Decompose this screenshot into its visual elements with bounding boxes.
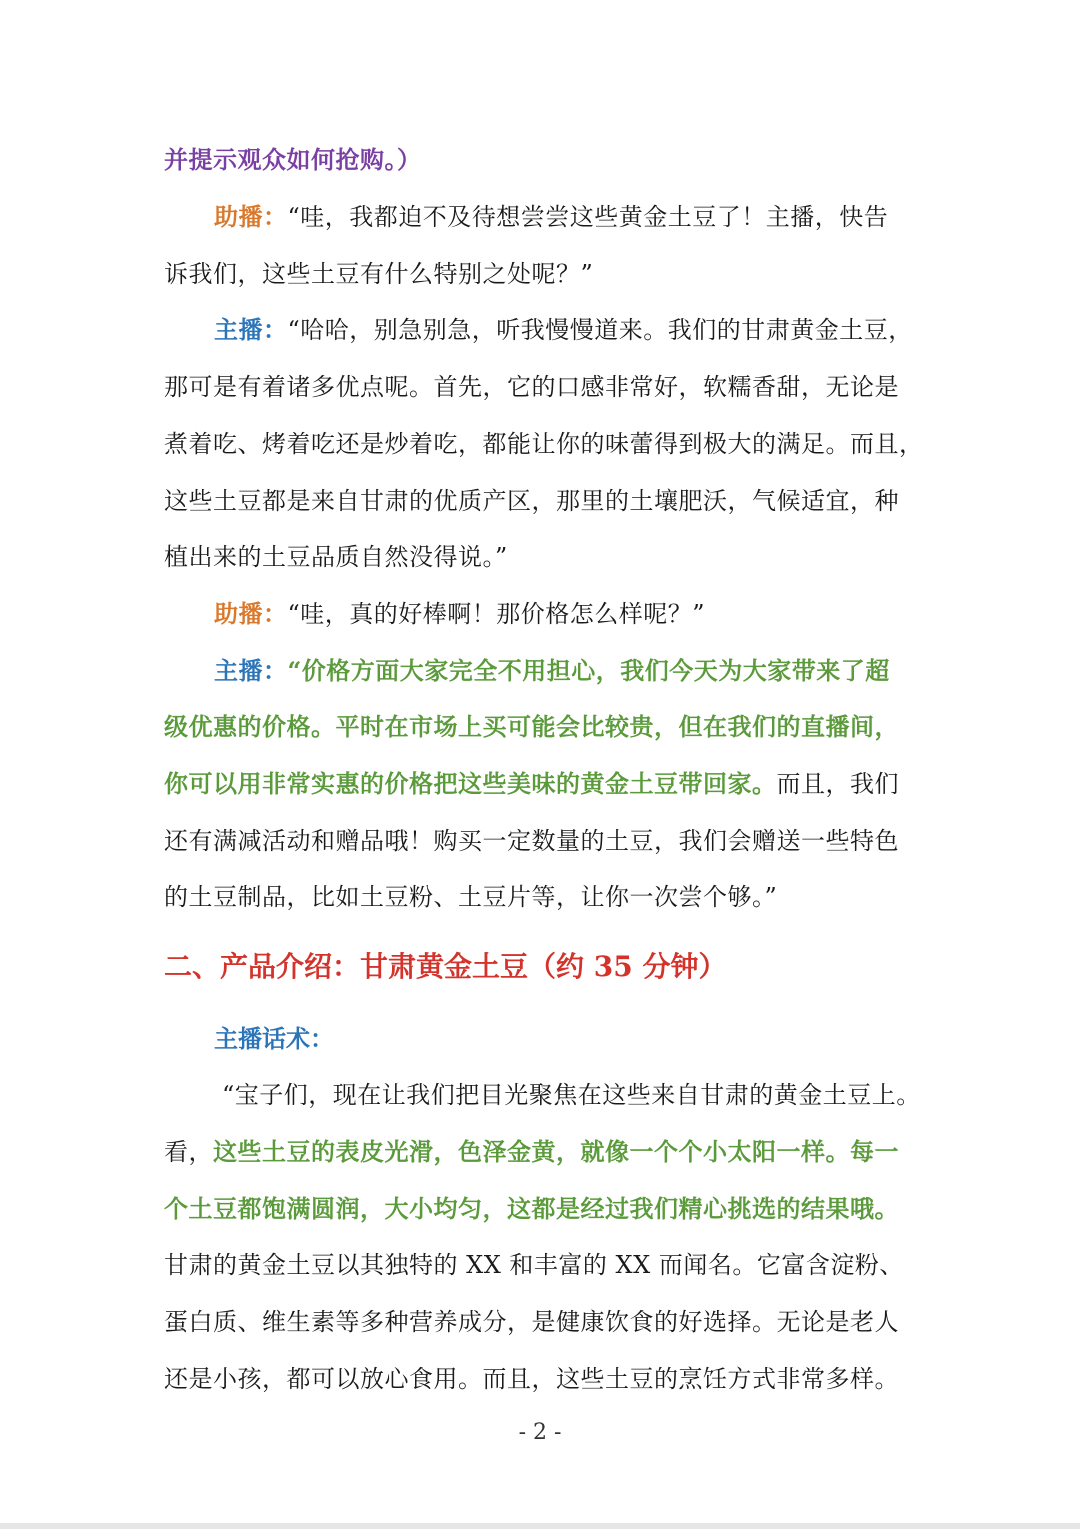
- dialogue-text: “哈哈，别急别急，听我慢慢道来。我们的甘肃黄金土豆，: [287, 316, 913, 344]
- text-line: [164, 767, 924, 801]
- plain-text: 看，: [164, 1138, 213, 1166]
- dialogue-line: [214, 654, 974, 688]
- text-line: [164, 1135, 924, 1169]
- dialogue-text: “哇，真的好棒啊！那价格怎么样呢？”: [287, 600, 706, 628]
- text-line: 甘肃的黄金土豆以其独特的 XX 和丰富的 XX 而闻名。它富含淀粉、: [164, 1251, 904, 1279]
- text-line: 蛋白质、维生素等多种营养成分，是健康饮食的好选择。无论是老人: [164, 1308, 899, 1336]
- highlight-text: 你可以用非常实惠的价格把这些美味的黄金土豆带回家。: [164, 769, 777, 798]
- highlight-text: 这些土豆的表皮光滑，色泽金黄，就像一个个小太阳一样。每一: [213, 1137, 899, 1166]
- speaker-label: 助播：: [214, 599, 288, 628]
- text-line: 还是小孩，都可以放心食用。而且，这些土豆的烹饪方式非常多样。: [164, 1365, 899, 1393]
- page-bottom-border: [0, 1523, 1080, 1529]
- text-line: “宝子们，现在让我们把目光聚焦在这些来自甘肃的黄金土豆上。: [222, 1081, 921, 1109]
- dialogue-text: “价格方面大家完全不用担心，我们今天为大家带来了超: [287, 656, 890, 685]
- speaker-label: 助播：: [214, 202, 288, 231]
- text-line: 的土豆制品，比如土豆粉、土豆片等，让你一次尝个够。”: [164, 883, 778, 911]
- dialogue-line: [214, 200, 974, 234]
- dialogue-line: [214, 597, 974, 631]
- text-line: 诉我们，这些土豆有什么特别之处呢？”: [164, 260, 594, 288]
- page-number: - 2 -: [518, 1420, 562, 1445]
- text-line: 还有满减活动和赠品哦！购买一定数量的土豆，我们会赠送一些特色: [164, 827, 899, 855]
- plain-text: 而且，我们: [776, 770, 899, 798]
- dialogue-text: “哇，我都迫不及待想尝尝这些黄金土豆了！主播，快告: [287, 203, 889, 231]
- speaker-label: 主播：: [214, 656, 288, 685]
- speaker-label: 主播：: [214, 315, 288, 344]
- text-line: 那可是有着诸多优点呢。首先，它的口感非常好，软糯香甜，无论是: [164, 373, 899, 401]
- dialogue-line: [214, 313, 974, 347]
- section-heading: 二、产品介绍：甘肃黄金土豆（约 35 分钟）: [164, 950, 727, 983]
- text-line: 个土豆都饱满圆润，大小均匀，这都是经过我们精心挑选的结果哦。: [164, 1194, 899, 1223]
- text-line: 这些土豆都是来自甘肃的优质产区，那里的土壤肥沃，气候适宜，种: [164, 487, 899, 515]
- text-line: 煮着吃、烤着吃还是炒着吃，都能让你的味蕾得到极大的满足。而且，: [164, 430, 924, 458]
- section-subheading: 主播话术：: [214, 1024, 334, 1053]
- text-line: 级优惠的价格。平时在市场上买可能会比较贵，但在我们的直播间，: [164, 712, 899, 741]
- text-line: 并提示观众如何抢购。）: [164, 145, 422, 174]
- text-line: 植出来的土豆品质自然没得说。”: [164, 543, 508, 571]
